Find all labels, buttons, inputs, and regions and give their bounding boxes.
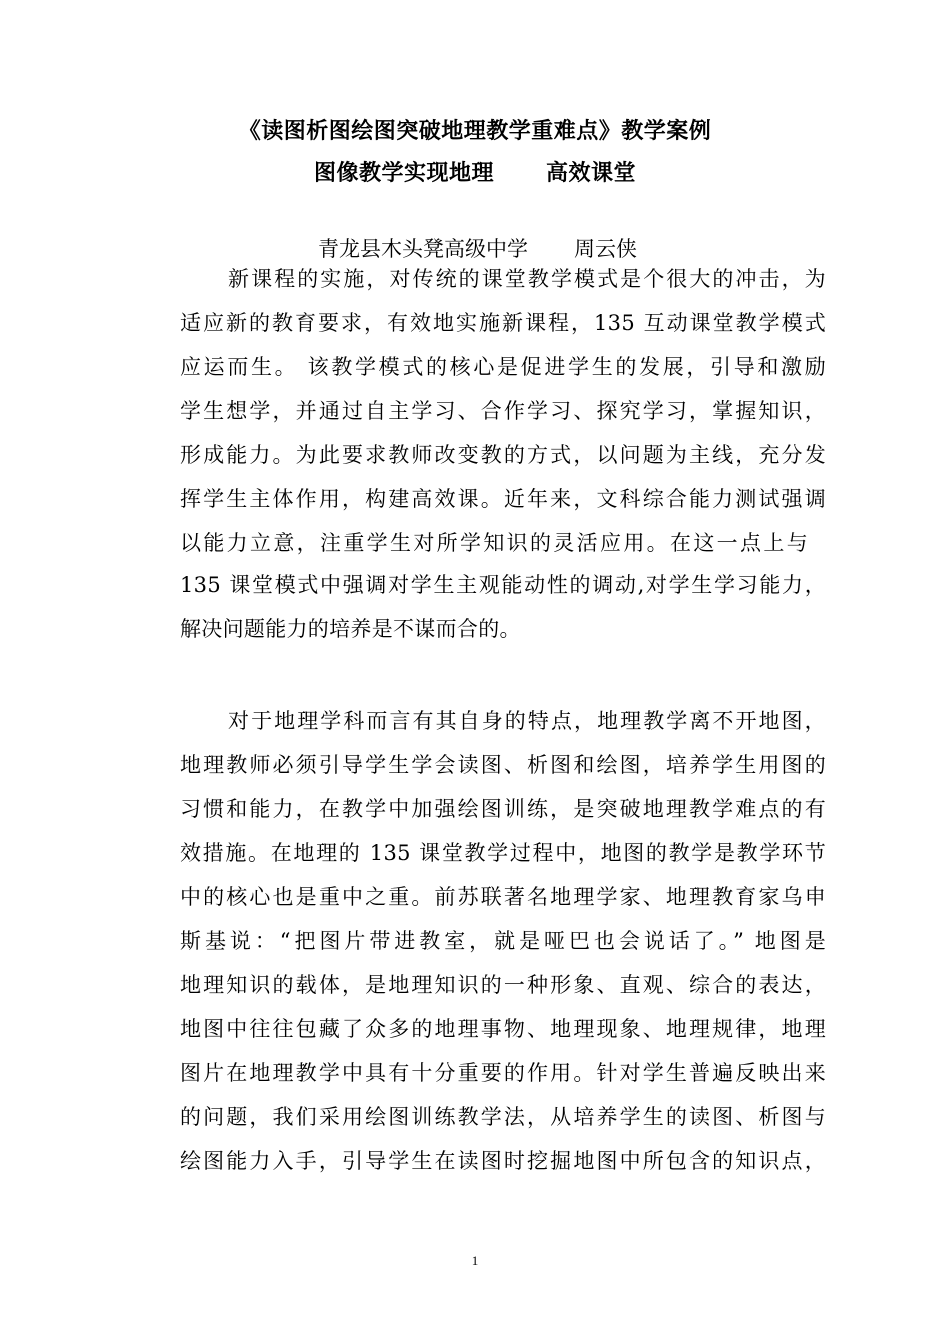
paragraph-2-line: 中的核心也是重中之重。前苏联著名地理学家、地理教育家乌申 <box>180 885 826 909</box>
paragraph-1-line: 形成能力。为此要求教师改变教的方式，以问题为主线，充分发 <box>180 443 826 467</box>
author-line <box>318 233 637 263</box>
paragraph-2-line: 地理知识的载体，是地理知识的一种形象、直观、综合的表达， <box>180 973 826 997</box>
document-title: 《读图析图绘图突破地理教学重难点》教学案例 <box>238 119 712 144</box>
paragraph-1-line: 适应新的教育要求，有效地实施新课程，135 互动课堂教学模式 <box>180 311 826 335</box>
author-school: 青龙县木头凳高级中学 <box>318 237 528 261</box>
paragraph-2-line: 习惯和能力，在教学中加强绘图训练，是突破地理教学难点的有 <box>180 797 826 821</box>
subtitle-right: 高效课堂 <box>546 161 637 186</box>
paragraph-2-line: 斯基说：“把图片带进教室，就是哑巴也会说话了。” 地图是 <box>180 929 826 953</box>
paragraph-1-line: 135 课堂模式中强调对学生主观能动性的调动,对学生学习能力， <box>180 573 826 597</box>
paragraph-1-line: 解决问题能力的培养是不谋而合的。 <box>180 617 521 641</box>
paragraph-1-line: 应运而生。 该教学模式的核心是促进学生的发展，引导和激励 <box>180 355 826 379</box>
paragraph-2-line: 绘图能力入手，引导学生在读图时挖掘地图中所包含的知识点， <box>180 1149 826 1173</box>
page-number: 1 <box>471 1253 479 1268</box>
paragraph-2-line: 效措施。在地理的 135 课堂教学过程中，地图的教学是教学环节 <box>180 841 826 865</box>
paragraph-2-line: 的问题，我们采用绘图训练教学法，从培养学生的读图、析图与 <box>180 1105 826 1129</box>
author-name: 周云侠 <box>574 237 637 261</box>
paragraph-2-line: 地理教师必须引导学生学会读图、析图和绘图，培养学生用图的 <box>180 753 826 777</box>
document-subtitle <box>0 156 950 187</box>
paragraph-2-line: 图片在地理教学中具有十分重要的作用。针对学生普遍反映出来 <box>180 1061 826 1085</box>
paragraph-2-line: 对于地理学科而言有其自身的特点，地理教学离不开地图， <box>228 709 826 733</box>
paragraph-1-line: 挥学生主体作用，构建高效课。近年来，文科综合能力测试强调 <box>180 487 826 511</box>
paragraph-1-line: 新课程的实施，对传统的课堂教学模式是个很大的冲击，为 <box>228 267 826 291</box>
paragraph-2-line: 地图中往往包藏了众多的地理事物、地理现象、地理规律，地理 <box>180 1017 826 1041</box>
paragraph-1-line: 学生想学，并通过自主学习、合作学习、探究学习，掌握知识， <box>180 399 826 423</box>
paragraph-1-line: 以能力立意，注重学生对所学知识的灵活应用。在这一点上与 <box>180 531 808 555</box>
subtitle-left: 图像教学实现地理 <box>313 161 494 186</box>
